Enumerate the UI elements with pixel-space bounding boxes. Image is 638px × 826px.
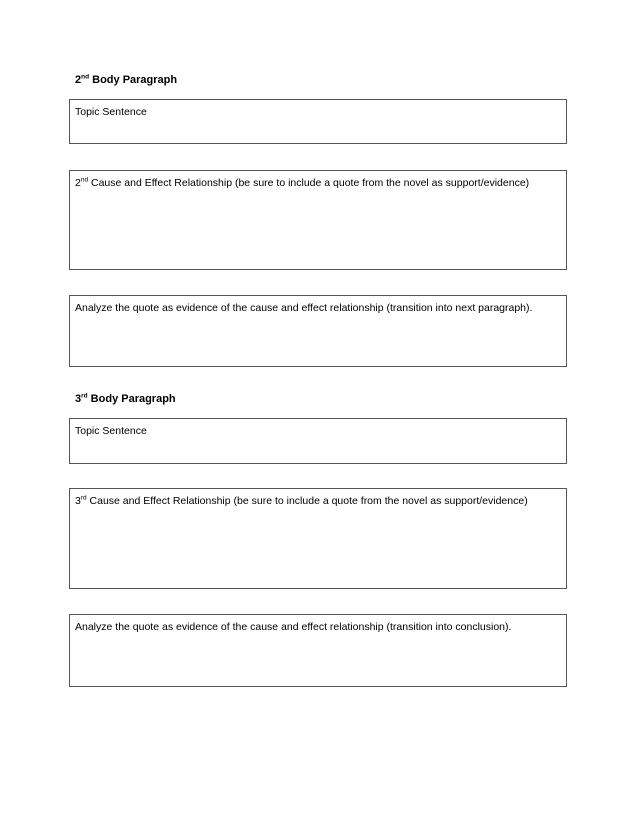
heading-ordinal-suffix: rd [81,392,88,400]
cause-number: 2 [75,177,81,189]
analyze-quote-box-2[interactable] [69,295,567,367]
cause-effect-label: Cause and Effect Relationship (be sure to include a quote from the novel as support/evidence) [88,177,530,189]
body-paragraph-3-heading [75,393,176,405]
analyze-quote-label: Analyze the quote as evidence of the cause and effect relationship (transition into next paragraph). [75,302,533,314]
cause-ordinal-suffix: nd [80,176,89,184]
cause-ordinal-suffix: rd [80,494,87,502]
cause-effect-box-3[interactable] [69,488,567,589]
heading-number: 2 [75,74,82,86]
topic-sentence-label: Topic Sentence [75,425,147,437]
analyze-quote-box-3[interactable] [69,614,567,687]
heading-text: Body Paragraph [87,393,176,405]
heading-number: 3 [75,393,82,405]
topic-sentence-box-2[interactable] [69,99,567,144]
cause-number: 3 [75,495,81,507]
cause-effect-label: Cause and Effect Relationship (be sure to include a quote from the novel as support/evidence) [86,495,528,507]
heading-ordinal-suffix: nd [81,73,90,81]
cause-effect-box-2[interactable] [69,170,567,270]
body-paragraph-2-heading [75,74,177,86]
analyze-quote-label: Analyze the quote as evidence of the cause and effect relationship (transition into conclusion). [75,621,512,633]
topic-sentence-label: Topic Sentence [75,106,147,118]
heading-text: Body Paragraph [89,74,178,86]
topic-sentence-box-3[interactable] [69,418,567,464]
